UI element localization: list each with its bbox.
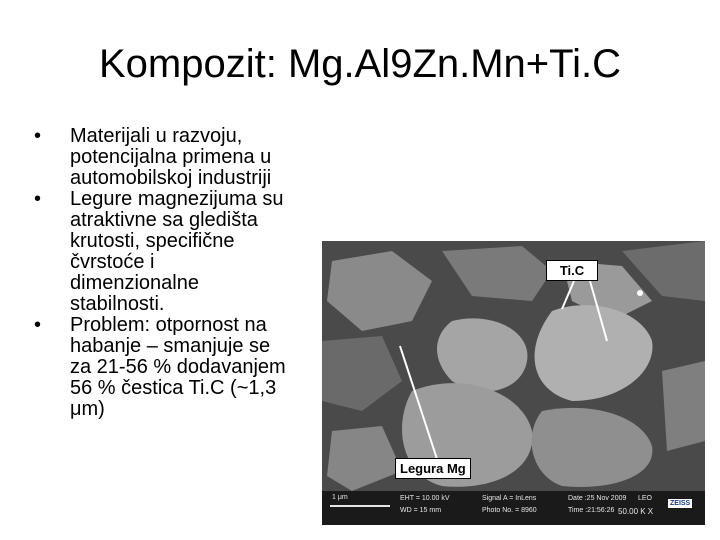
bullet-line: čvrstoće i [70,251,155,273]
leo-brand: LEO [638,495,653,502]
date-value: Date :25 Nov 2009 [568,495,627,502]
bullet-item [34,189,324,315]
tic-label: Ti.C [546,260,598,281]
bullet-dot: • [34,125,42,147]
bullet-line: krutosti, specifične [70,230,235,252]
bullet-line: Materijali u razvoju, [70,125,243,147]
eht-value: EHT = 10.00 kV [400,495,450,502]
bullet-item [34,126,324,189]
wd-value: WD = 15 mm [400,507,442,514]
bullet-line: automobilskoj industriji [70,167,272,189]
signal-value: Signal A = InLens [482,495,537,502]
sem-micrograph [322,241,705,525]
bullet-line: Problem: otpornost na [70,314,267,336]
bullet-line: potencijalna primena u [70,146,272,168]
bullet-line: atraktivne sa gledišta [70,209,258,231]
photo-number: Photo No. = 8960 [482,507,537,514]
bullet-line: μm) [70,398,105,420]
scale-bar [330,505,390,507]
slide-title: Kompozit: Mg.Al9Zn.Mn+Ti.C [98,42,621,86]
bullet-line: habanje – smanjuje se [70,335,271,357]
magnification: 50.00 K X [618,507,654,516]
bullet-dot: • [34,188,42,210]
bullet-line: za 21-56 % dodavanjem [70,356,286,378]
bullet-line: dimenzionalne [70,272,199,294]
mg-alloy-label: Legura Mg [395,458,471,479]
bullet-dot: • [34,314,42,336]
sem-data-bar [322,491,705,525]
bullet-line: Legure magnezijuma su [70,188,284,210]
scale-bar-label: 1 μm [332,494,348,501]
bullet-list [34,126,324,420]
time-value: Time :21:56:26 [568,507,615,514]
zeiss-logo: ZEISS [670,500,691,507]
bullet-line: 56 % čestica Ti.C (~1,3 [70,377,277,399]
micrograph-image [322,241,705,525]
bullet-item [34,315,324,420]
bullet-line: stabilnosti. [70,293,165,315]
